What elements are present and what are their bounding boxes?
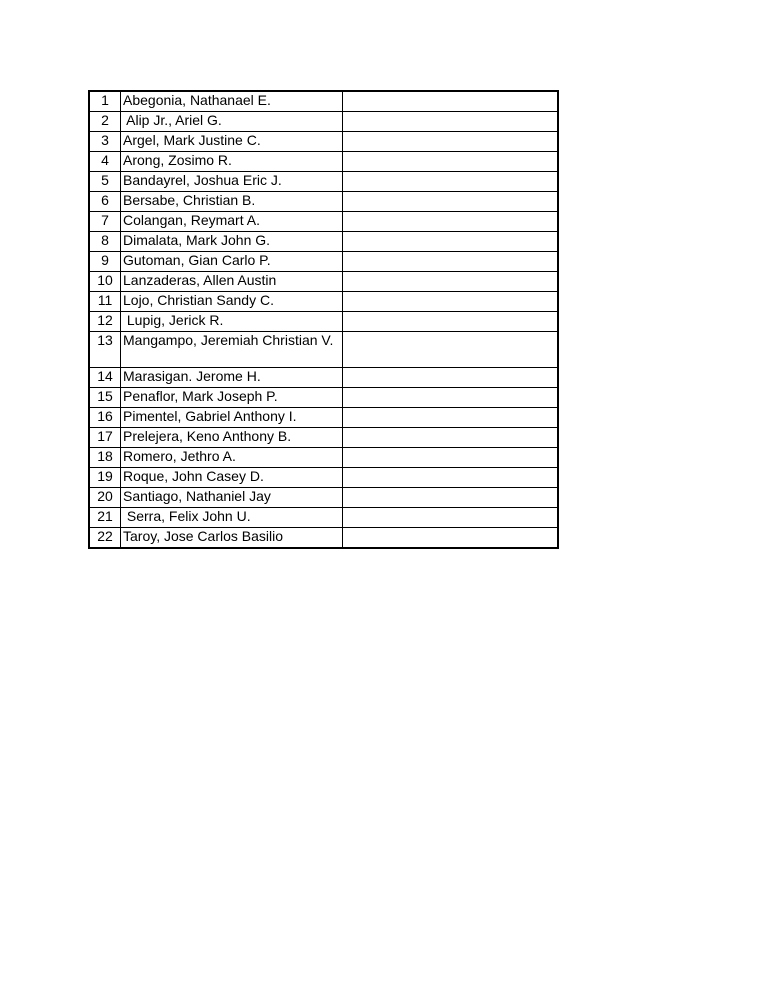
blank-cell [343, 388, 559, 408]
table-row [89, 252, 558, 272]
blank-cell [343, 448, 559, 468]
table-row [89, 152, 558, 172]
student-name: Bandayrel, Joshua Eric J. [121, 172, 343, 192]
student-name: Abegonia, Nathanael E. [121, 91, 343, 112]
blank-cell [343, 528, 559, 549]
table-row [89, 408, 558, 428]
student-name: Taroy, Jose Carlos Basilio [121, 528, 343, 549]
blank-cell [343, 408, 559, 428]
blank-cell [343, 172, 559, 192]
row-number: 12 [89, 312, 121, 332]
row-number: 11 [89, 292, 121, 312]
row-number: 16 [89, 408, 121, 428]
student-roster-table [88, 90, 559, 549]
row-number: 19 [89, 468, 121, 488]
student-name: Roque, John Casey D. [121, 468, 343, 488]
table-row [89, 232, 558, 252]
blank-cell [343, 468, 559, 488]
row-number: 4 [89, 152, 121, 172]
student-name: Santiago, Nathaniel Jay [121, 488, 343, 508]
student-name: Pimentel, Gabriel Anthony I. [121, 408, 343, 428]
student-name: Colangan, Reymart A. [121, 212, 343, 232]
student-name: Prelejera, Keno Anthony B. [121, 428, 343, 448]
row-number: 10 [89, 272, 121, 292]
student-name: Arong, Zosimo R. [121, 152, 343, 172]
table-row [89, 332, 558, 368]
student-name: Lupig, Jerick R. [121, 312, 343, 332]
row-number: 7 [89, 212, 121, 232]
table-row [89, 172, 558, 192]
student-name: Penaflor, Mark Joseph P. [121, 388, 343, 408]
roster-body [89, 91, 558, 548]
blank-cell [343, 428, 559, 448]
row-number: 5 [89, 172, 121, 192]
table-row [89, 388, 558, 408]
student-name: Lojo, Christian Sandy C. [121, 292, 343, 312]
table-row [89, 368, 558, 388]
table-row [89, 448, 558, 468]
student-name: Marasigan. Jerome H. [121, 368, 343, 388]
table-row [89, 312, 558, 332]
blank-cell [343, 508, 559, 528]
blank-cell [343, 91, 559, 112]
student-name: Bersabe, Christian B. [121, 192, 343, 212]
row-number: 20 [89, 488, 121, 508]
blank-cell [343, 332, 559, 368]
table-row [89, 292, 558, 312]
row-number: 8 [89, 232, 121, 252]
row-number: 18 [89, 448, 121, 468]
blank-cell [343, 152, 559, 172]
row-number: 1 [89, 91, 121, 112]
student-name: Serra, Felix John U. [121, 508, 343, 528]
row-number: 21 [89, 508, 121, 528]
student-name: Alip Jr., Ariel G. [121, 112, 343, 132]
blank-cell [343, 368, 559, 388]
table-row [89, 428, 558, 448]
row-number: 2 [89, 112, 121, 132]
table-row [89, 132, 558, 152]
table-row [89, 528, 558, 549]
student-name: Mangampo, Jeremiah Christian V. [121, 332, 343, 368]
blank-cell [343, 488, 559, 508]
student-name: Gutoman, Gian Carlo P. [121, 252, 343, 272]
table-row [89, 212, 558, 232]
blank-cell [343, 252, 559, 272]
row-number: 9 [89, 252, 121, 272]
row-number: 22 [89, 528, 121, 549]
row-number: 3 [89, 132, 121, 152]
blank-cell [343, 212, 559, 232]
blank-cell [343, 232, 559, 252]
row-number: 6 [89, 192, 121, 212]
blank-cell [343, 312, 559, 332]
student-name: Argel, Mark Justine C. [121, 132, 343, 152]
table-row [89, 508, 558, 528]
blank-cell [343, 132, 559, 152]
row-number: 17 [89, 428, 121, 448]
table-row [89, 488, 558, 508]
table-row [89, 91, 558, 112]
table-row [89, 192, 558, 212]
row-number: 13 [89, 332, 121, 368]
table-row [89, 272, 558, 292]
blank-cell [343, 112, 559, 132]
row-number: 15 [89, 388, 121, 408]
student-name: Romero, Jethro A. [121, 448, 343, 468]
table-row [89, 468, 558, 488]
blank-cell [343, 272, 559, 292]
blank-cell [343, 292, 559, 312]
table-row [89, 112, 558, 132]
student-name: Lanzaderas, Allen Austin [121, 272, 343, 292]
student-name: Dimalata, Mark John G. [121, 232, 343, 252]
blank-cell [343, 192, 559, 212]
row-number: 14 [89, 368, 121, 388]
